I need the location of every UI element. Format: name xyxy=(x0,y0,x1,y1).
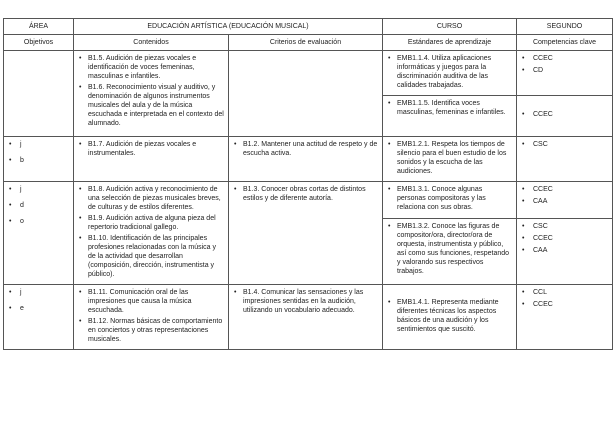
estandar-item: • EMB1.1.4. Utiliza aplicaciones informáticas y juegos para la discriminación auditiva de las calidades trabajadas. xyxy=(387,54,512,90)
area-label: ÁREA xyxy=(4,19,74,35)
competencias-cell xyxy=(517,51,613,96)
criterios-cell xyxy=(229,137,383,182)
competencia-item: • CAA xyxy=(521,197,608,206)
estandar-cell xyxy=(383,182,517,219)
competencia-item: • CSC xyxy=(521,222,608,231)
objetivos-cell xyxy=(4,285,74,350)
column-header-row xyxy=(4,35,613,51)
header-row xyxy=(4,19,613,35)
competencia-item: • CCEC xyxy=(521,185,608,194)
contenidos-cell xyxy=(74,285,229,350)
criterios-cell xyxy=(229,51,383,137)
contenido-item: • B1.6. Reconocimiento visual y auditivo, y denominación de algunos instrumentos musicales del aula y de la música escuchada e interpretada en el contexto del alumnado. xyxy=(78,83,224,128)
objetivo-item: • b xyxy=(8,156,69,165)
contenido-item: • B1.10. Identificación de las principales profesiones relacionadas con la música y de la actividad que desarrollan (composición, dirección, instrumentista y público). xyxy=(78,234,224,279)
objetivo-item: • j xyxy=(8,140,69,149)
competencias-cell xyxy=(517,285,613,350)
competencia-item: • CAA xyxy=(521,246,608,255)
estandar-cell xyxy=(383,51,517,96)
objetivo-item: • j xyxy=(8,288,69,297)
col-objetivos: Objetivos xyxy=(4,35,74,51)
objetivo-item: • d xyxy=(8,201,69,210)
contenido-item: • B1.9. Audición activa de alguna pieza del repertorio tradicional gallego. xyxy=(78,214,224,232)
contenidos-cell xyxy=(74,137,229,182)
competencia-item: • CCEC xyxy=(521,300,608,309)
subject-title: EDUCACIÓN ARTÍSTICA (EDUCACIÓN MUSICAL) xyxy=(74,19,383,35)
competencias-cell xyxy=(517,219,613,285)
table-row xyxy=(4,51,613,96)
objetivo-item: • o xyxy=(8,217,69,226)
competencia-item: • CCEC xyxy=(521,54,608,63)
competencia-item: • CSC xyxy=(521,140,608,149)
estandar-item: • EMB1.3.2. Conoce las figuras de compositor/ora, director/ora de orquesta, instrumentista y público, así como sus funciones, respetando y valorando sus respectivos trabajos. xyxy=(387,222,512,276)
contenido-item: • B1.7. Audición de piezas vocales e instrumentales. xyxy=(78,140,224,158)
objetivos-cell xyxy=(4,182,74,285)
contenido-item: • B1.8. Audición activa y reconocimiento de una selección de piezas musicales breves, de culturas y de estilos diferentes. xyxy=(78,185,224,212)
contenido-item: • B1.5. Audición de piezas vocales e identificación de voces femeninas, masculinas e infantiles. xyxy=(78,54,224,81)
objetivo-item: • j xyxy=(8,185,69,194)
estandar-cell xyxy=(383,219,517,285)
competencia-item: • CCL xyxy=(521,288,608,297)
segundo-label: SEGUNDO xyxy=(517,19,613,35)
competencias-cell xyxy=(517,137,613,182)
criterio-item: • B1.4. Comunicar las sensaciones y las impresiones sentidas en la audición, utilizando un vocabulario adecuado. xyxy=(233,288,378,315)
col-contenidos: Contenidos xyxy=(74,35,229,51)
estandar-cell xyxy=(383,137,517,182)
criterios-cell xyxy=(229,182,383,285)
contenido-item: • B1.11. Comunicación oral de las impresiones que causa la música escuchada. xyxy=(78,288,224,315)
competencia-item: • CD xyxy=(521,66,608,75)
contenidos-cell xyxy=(74,51,229,137)
competencias-cell xyxy=(517,182,613,219)
estandar-item: • EMB1.4.1. Representa mediante diferentes técnicas los aspectos básicos de una audición y los sentimientos que suscitó. xyxy=(387,298,512,334)
criterios-cell xyxy=(229,285,383,350)
criterio-item: • B1.3. Conocer obras cortas de distintos estilos y de diferente autoría. xyxy=(233,185,378,203)
estandar-item: • EMB1.3.1. Conoce algunas personas compositoras y las relaciona con sus obras. xyxy=(387,185,512,212)
contenido-item: • B1.12. Normas básicas de comportamiento en conciertos y otras representaciones musicales. xyxy=(78,317,224,344)
estandar-cell xyxy=(383,285,517,350)
objetivo-item: • e xyxy=(8,304,69,313)
estandar-item: • EMB1.1.5. Identifica voces masculinas, femeninas e infantiles. xyxy=(387,99,512,117)
table-row xyxy=(4,137,613,182)
curso-label: CURSO xyxy=(383,19,517,35)
col-criterios: Criterios de evaluación xyxy=(229,35,383,51)
estandar-item: • EMB1.2.1. Respeta los tiempos de silencio para el buen estudio de los sonidos y la escucha de las audiciones. xyxy=(387,140,512,176)
col-estandares: Estándares de aprendizaje xyxy=(383,35,517,51)
competencias-cell xyxy=(517,96,613,137)
contenidos-cell xyxy=(74,182,229,285)
competencia-item: • CCEC xyxy=(521,110,608,119)
criterio-item: • B1.2. Mantener una actitud de respeto y de escucha activa. xyxy=(233,140,378,158)
competencia-item: • CCEC xyxy=(521,234,608,243)
table-row xyxy=(4,285,613,350)
table-row xyxy=(4,182,613,219)
col-competencias: Competencias clave xyxy=(517,35,613,51)
objetivos-cell xyxy=(4,137,74,182)
estandar-cell xyxy=(383,96,517,137)
objetivos-cell xyxy=(4,51,74,137)
curriculum-table xyxy=(3,18,613,350)
